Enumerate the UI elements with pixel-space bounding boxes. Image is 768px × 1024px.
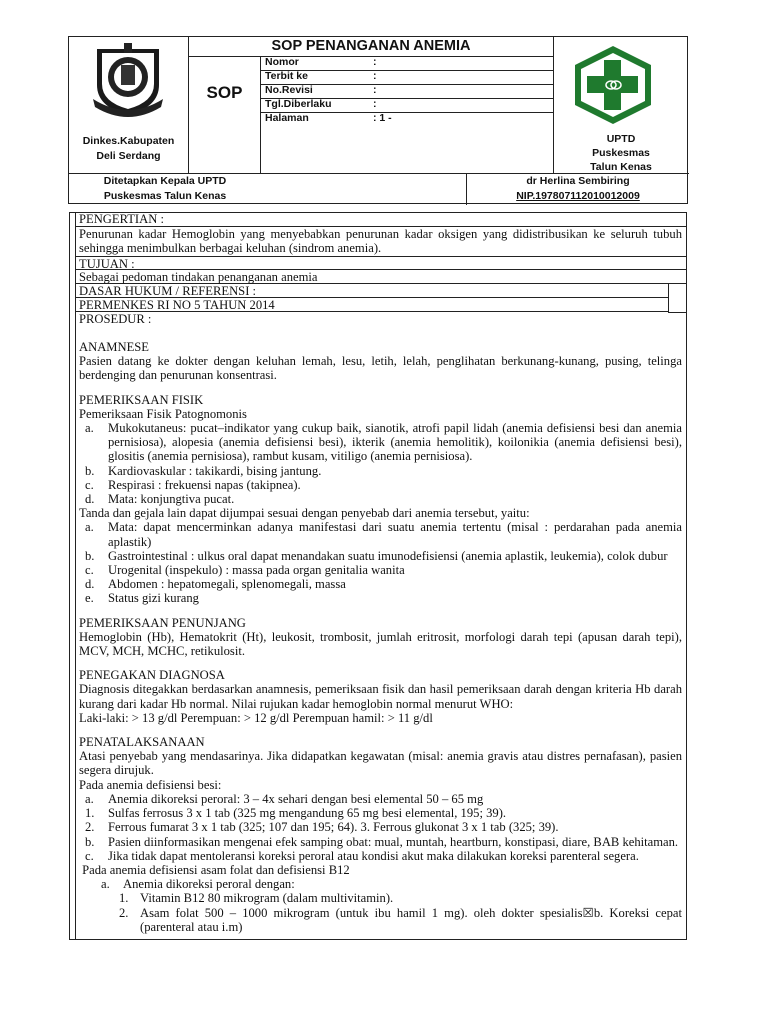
meta-row: Nomor : xyxy=(261,56,553,71)
penunjang-text: Hemoglobin (Hb), Hematokrit (Ht), leukosit, trombosit, jumlah eritrosit, morfologi darah tepi (apusan darah tepi), MCV, MCH, MCHC, retikulosit. xyxy=(79,629,682,659)
left-org-line: Dinkes.Kabupaten xyxy=(82,135,175,147)
right-org-line: Puskesmas xyxy=(592,147,650,159)
ditetapkan-line: Ditetapkan Kepala UPTD xyxy=(103,175,227,187)
tatalaksana-title: PENATALAKSANAAN xyxy=(79,735,205,750)
tanda-intro: Tanda dan gejala lain dapat dijumpai sesuai dengan penyebab dari anemia tersebut, yaitu: xyxy=(79,506,530,521)
ditetapkan-line: Puskesmas Talun Kenas xyxy=(103,190,227,202)
list-item: 1. Vitamin B12 80 mikrogram (dalam multivitamin). xyxy=(119,891,394,906)
list-item: c. Urogenital (inspekulo) : massa pada organ genitalia wanita xyxy=(85,563,405,578)
list-item: 2. Ferrous fumarat 3 x 1 tab (325; 107 dan 195; 64). 3. Ferrous glukonat 3 x 1 tab (325; 39). xyxy=(85,820,559,835)
list-item: 1. Sulfas ferrosus 3 x 1 tab (325 mg mengandung 65 mg besi elemental, 195; 39). xyxy=(85,806,507,821)
tatalaksana-text: Atasi penyebab yang mendasarinya. Jika didapatkan kegawatan (misal: anemia gravis atau distres pernafasan), pasien segera dirujuk. xyxy=(79,749,682,778)
dasar-text: PERMENKES RI NO 5 TAHUN 2014 xyxy=(76,298,669,312)
list-item: d. Abdomen : hepatomegali, splenomegali, massa xyxy=(85,577,346,592)
fisik-sub: Pemeriksaan Fisik Patognomonis xyxy=(79,406,247,421)
list-item: b. Gastrointestinal : ulkus oral dapat menandakan suatu imunodefisiensi (anemia aplastik, leukemia), colok dubur xyxy=(85,548,668,563)
list-item: b. Pasien diinformasikan mengenai efek samping obat: mual, muntah, heartburn, konstipasi, diare, BAB kehitaman. xyxy=(85,834,679,849)
prosedur-label: PROSEDUR : xyxy=(79,312,152,326)
sop-header xyxy=(68,36,688,204)
list-item: a. Anemia dikoreksi peroral: 3 – 4x sehari dengan besi elemental 50 – 65 mg xyxy=(85,791,484,806)
signer-block xyxy=(467,174,689,204)
meta-row: No.Revisi : xyxy=(261,84,553,99)
list-item: a. Anemia dikoreksi peroral dengan: xyxy=(101,877,295,892)
right-org-label xyxy=(553,132,689,174)
divider xyxy=(668,284,669,312)
list-item: 2. Asam folat 500 – 1000 mikrogram (untuk ibu hamil 1 mg). oleh dokter spesialis☒b. Koreksi cepat (parenteral atau i.m) xyxy=(119,905,682,934)
prosedur-content xyxy=(79,340,682,934)
sop-label: SOP xyxy=(206,83,243,102)
signer-nip: NIP.197807112010012009 xyxy=(516,190,640,202)
list-item: d. Mata: konjungtiva pucat. xyxy=(85,492,235,507)
left-org-line: Deli Serdang xyxy=(96,150,161,162)
right-org-line: UPTD xyxy=(606,133,636,145)
dasar-label: DASAR HUKUM / REFERENSI : xyxy=(76,284,669,298)
divider xyxy=(668,312,686,313)
diagnosa-text2: Laki-laki: > 13 g/dl Perempuan: > 12 g/dl Perempuan hamil: > 11 g/dl xyxy=(79,710,433,725)
list-item: c. Respirasi : frekuensi napas (takipnea). xyxy=(85,477,301,492)
puskesmas-logo xyxy=(571,44,655,126)
pengertian-text: Penurunan kadar Hemoglobin yang menyebabkan penurunan kadar oksigen yang didistribusikan ke seluruh tubuh sehingga menimbulkan berbagai keluhan (sindrom anemia). xyxy=(76,227,686,257)
dinkes-logo xyxy=(91,41,165,117)
anamnese-title: ANAMNESE xyxy=(79,340,149,354)
folat-intro: Pada anemia defisiensi asam folat dan defisiensi B12 xyxy=(79,862,350,877)
signer-name: dr Herlina Sembiring xyxy=(526,175,630,187)
tujuan-label: TUJUAN : xyxy=(76,257,686,270)
penunjang-title: PEMERIKSAAN PENUNJANG xyxy=(79,615,246,630)
divider xyxy=(188,37,189,173)
besi-intro: Pada anemia defisiensi besi: xyxy=(79,777,222,792)
list-item: c. Jika tidak dapat mentoleransi koreksi peroral atau kondisi akut maka dilakukan koreksi parenteral segera. xyxy=(85,848,639,863)
anamnese-text: Pasien datang ke dokter dengan keluhan lemah, lesu, letih, lelah, penglihatan berkunang-kunang, pusing, telinga berdenging dan penurunan konsentrasi. xyxy=(79,354,682,383)
meta-row: Halaman : 1 - xyxy=(265,112,392,124)
fisik-title: PEMERIKSAAN FISIK xyxy=(79,392,204,407)
list-item: a. Mata: dapat mencerminkan adanya manifestasi dari suatu anemia tertentu (misal : perdarahan pada anemia aplastik) xyxy=(85,520,682,549)
ditetapkan-label xyxy=(69,174,261,204)
left-org-label xyxy=(69,134,188,164)
list-item: a. Mukokutaneus: pucat–indikator yang cukup baik, sianotik, atrofi papil lidah (anemia defisiensi besi dan anemia pernisiosa), alopesia (anemia defisiensi besi), ikterik (anemia hemolitik), koilonikia (anemia defisiensi besi), glositis (anemia pernisiosa), rambut kusam, vitiligo (anemia pernisiosa). xyxy=(85,421,682,464)
page-title: SOP PENANGANAN ANEMIA xyxy=(271,38,471,54)
divider xyxy=(75,212,76,940)
list-item: e. Status gizi kurang xyxy=(85,591,199,606)
meta-table xyxy=(261,56,553,128)
diagnosa-text: Diagnosis ditegakkan berdasarkan anamnesis, pemeriksaan fisik dan hasil pemeriksaan darah dengan kriteria Hb darah kurang dari kadar Hb normal. Nilai rujukan kadar hemoglobin normal menurut WHO: xyxy=(79,682,682,711)
list-item: b. Kardiovaskular : takikardi, bising jantung. xyxy=(85,463,322,478)
diagnosa-title: PENEGAKAN DIAGNOSA xyxy=(79,668,225,683)
right-org-line: Talun Kenas xyxy=(590,161,652,173)
meta-row: Tgl.Diberlaku : xyxy=(261,98,553,113)
pengertian-label: PENGERTIAN : xyxy=(76,212,686,227)
meta-row: Terbit ke : xyxy=(261,70,553,85)
tujuan-text: Sebagai pedoman tindakan penanganan anemia xyxy=(76,270,686,284)
